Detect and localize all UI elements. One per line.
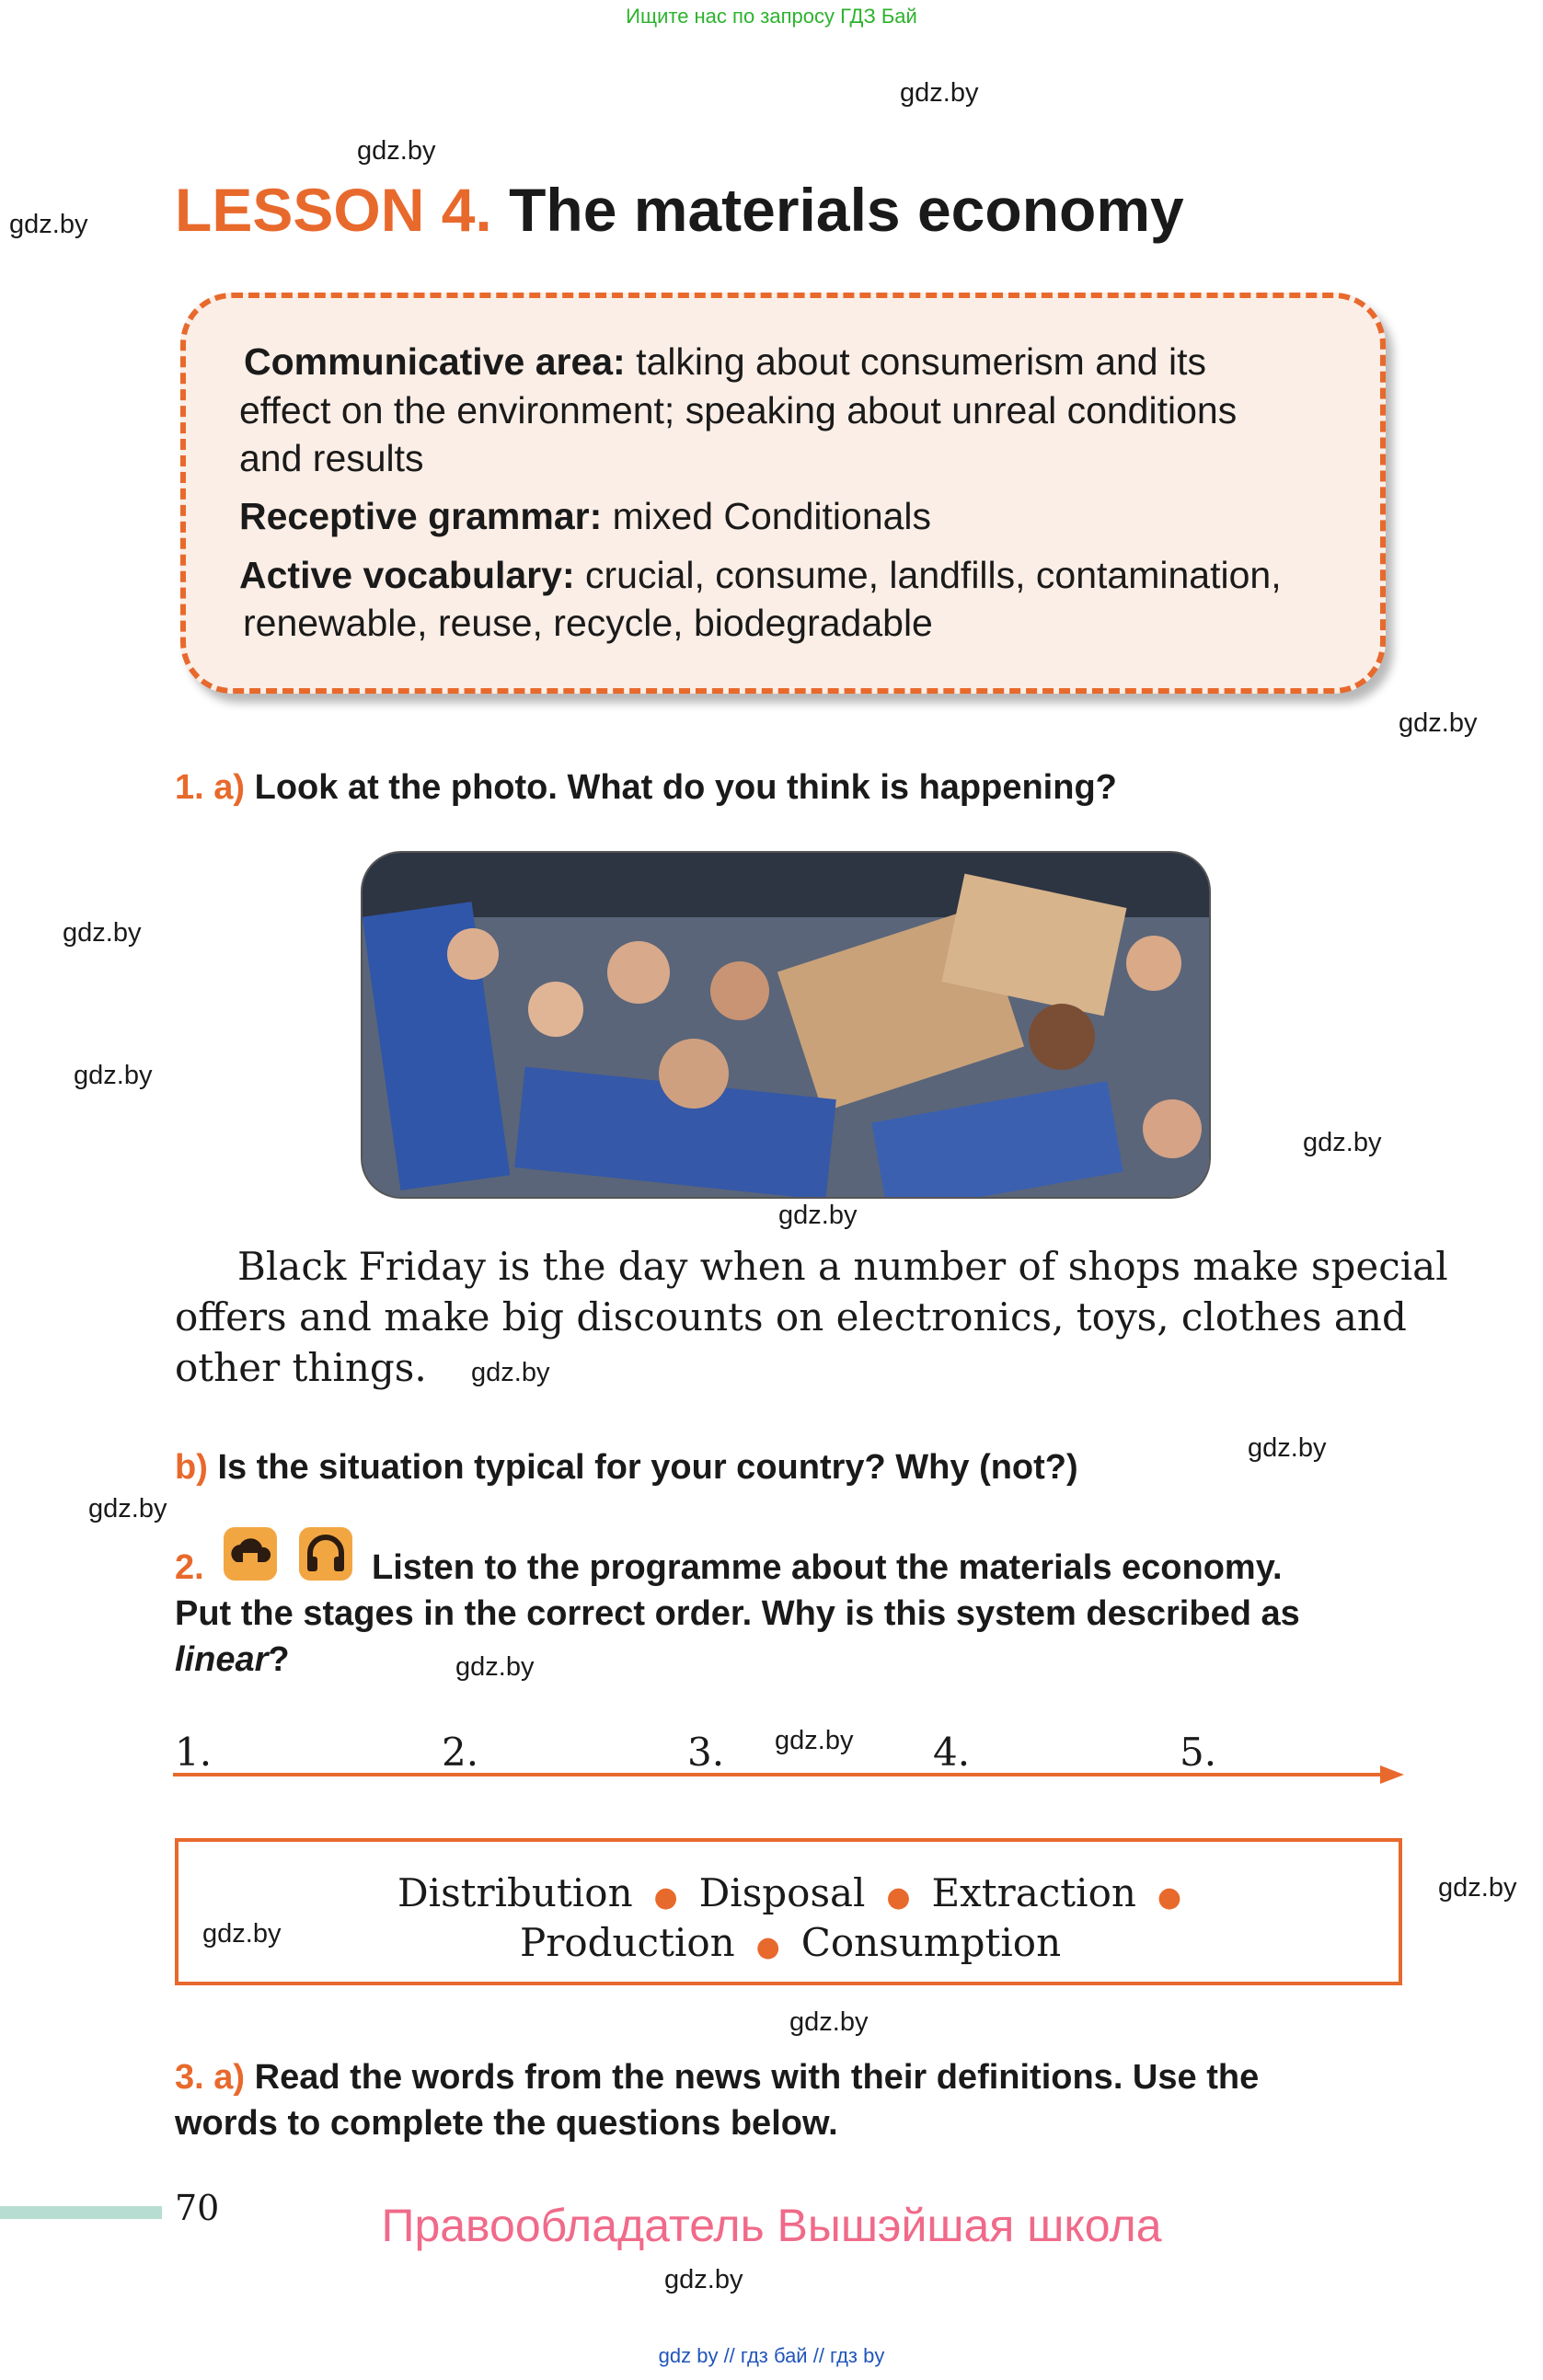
vocab-text1: crucial, consume, landfills, contamination,: [585, 554, 1282, 596]
communicative-text: talking about consumerism and its: [636, 340, 1206, 383]
paragraph-line1: Black Friday is the day when a number of shops make special: [237, 1244, 1448, 1289]
task1-part-b: [175, 1448, 1078, 1488]
watermark: gdz.by: [1438, 1873, 1517, 1903]
vocab-line2: renewable, reuse, recycle, biodegradable: [243, 602, 933, 644]
watermark: gdz.by: [778, 1201, 858, 1230]
task2-line2: Put the stages in the correct order. Why is this system described as: [175, 1594, 1300, 1633]
cloud-svg: [224, 1527, 277, 1581]
watermark: gdz.by: [775, 1726, 854, 1755]
watermark: gdz.by: [664, 2265, 743, 2294]
word-box-line2: [520, 1920, 1061, 1965]
paragraph-line2: offers and make big discounts on electronics, toys, clothes and: [175, 1294, 1407, 1339]
task1-part-a-label: a): [213, 768, 246, 807]
watermark: gdz.by: [1399, 708, 1478, 738]
bullet-dot: ●: [877, 1881, 920, 1914]
task2-linear-word: linear: [175, 1640, 269, 1679]
top-promo-note[interactable]: Ищите нас по запросу ГДЗ Бай: [626, 5, 917, 28]
watermark: gdz.by: [63, 918, 142, 948]
bullet-dot: ●: [1148, 1881, 1182, 1914]
watermark: gdz.by: [789, 2007, 869, 2037]
task1-part-b-label: b): [175, 1448, 208, 1487]
task3-line2: words to complete the questions below.: [175, 2104, 838, 2143]
crowd-illustration: [363, 853, 1211, 1199]
task3-line1: [175, 2058, 1259, 2098]
watermark: gdz.by: [1248, 1433, 1327, 1463]
stage-2: 2.: [442, 1730, 479, 1775]
word-distribution: Distribution: [397, 1870, 633, 1915]
stage-5: 5.: [1180, 1730, 1217, 1775]
paragraph-line3: other things.: [175, 1345, 427, 1390]
task3-part-a-label: a): [213, 2058, 246, 2097]
word-extraction: Extraction: [931, 1870, 1136, 1915]
word-production: Production: [520, 1920, 735, 1965]
grammar-label: Receptive grammar:: [239, 495, 603, 537]
headphones-icon[interactable]: [299, 1527, 352, 1581]
vocab-label: Active vocabulary:: [239, 554, 575, 596]
task3-number: 3.: [175, 2058, 204, 2097]
task1-part-b-text: Is the situation typical for your country? Why (not?): [217, 1448, 1078, 1487]
watermark: gdz.by: [88, 1494, 167, 1523]
watermark: gdz.by: [455, 1652, 535, 1682]
task3-line1-text: Read the words from the news with their definitions. Use the: [254, 2058, 1260, 2097]
watermark: gdz.by: [900, 78, 979, 108]
black-friday-photo: [361, 851, 1211, 1199]
communicative-line2: effect on the environment; speaking about unreal conditions: [239, 389, 1238, 431]
task2-number: [175, 1548, 204, 1588]
word-box-line1: [397, 1870, 1181, 1915]
communicative-line3: and results: [239, 437, 424, 479]
linear-arrow: [173, 1761, 1406, 1788]
word-disposal: Disposal: [698, 1870, 866, 1915]
watermark: gdz.by: [74, 1061, 153, 1090]
lesson-title-text: The materials economy: [509, 176, 1184, 244]
watermark: gdz.by: [202, 1919, 282, 1949]
headphones-svg: [299, 1527, 352, 1581]
communicative-line1: [244, 340, 1206, 384]
communicative-label: Communicative area:: [244, 340, 626, 383]
watermark: gdz.by: [471, 1358, 550, 1387]
footer-links[interactable]: gdz by // гдз бай // гдз by: [658, 2344, 885, 2367]
task1-part-a-text: Look at the photo. What do you think is happening?: [254, 768, 1117, 807]
bullet-dot: ●: [747, 1931, 789, 1963]
watermark: gdz.by: [9, 210, 88, 239]
bullet-dot: ●: [645, 1881, 687, 1914]
word-consumption: Consumption: [800, 1920, 1062, 1965]
task2-line3-end: ?: [268, 1640, 290, 1679]
stage-4: 4.: [933, 1730, 971, 1775]
watermark: gdz.by: [357, 136, 436, 166]
stage-1: 1.: [175, 1730, 213, 1775]
grammar-text: mixed Conditionals: [612, 495, 932, 537]
copyright-notice: Правообладатель Вышэйшая школа: [381, 2200, 1162, 2251]
task2-number-text: 2.: [175, 1548, 204, 1587]
vocab-line1: [239, 554, 1282, 597]
page-number: 70: [175, 2188, 220, 2228]
task2-line1: Listen to the programme about the materials economy.: [372, 1548, 1283, 1587]
lesson-number: LESSON 4.: [175, 176, 492, 244]
stage-3: 3.: [687, 1730, 725, 1775]
grammar-line: [239, 495, 931, 538]
task2-line3: [175, 1640, 290, 1680]
task1-heading: [175, 768, 1117, 808]
task1-number: 1.: [175, 768, 204, 807]
watermark: gdz.by: [1303, 1128, 1382, 1157]
cloud-download-icon[interactable]: [224, 1527, 277, 1581]
lesson-title: [175, 175, 1184, 245]
